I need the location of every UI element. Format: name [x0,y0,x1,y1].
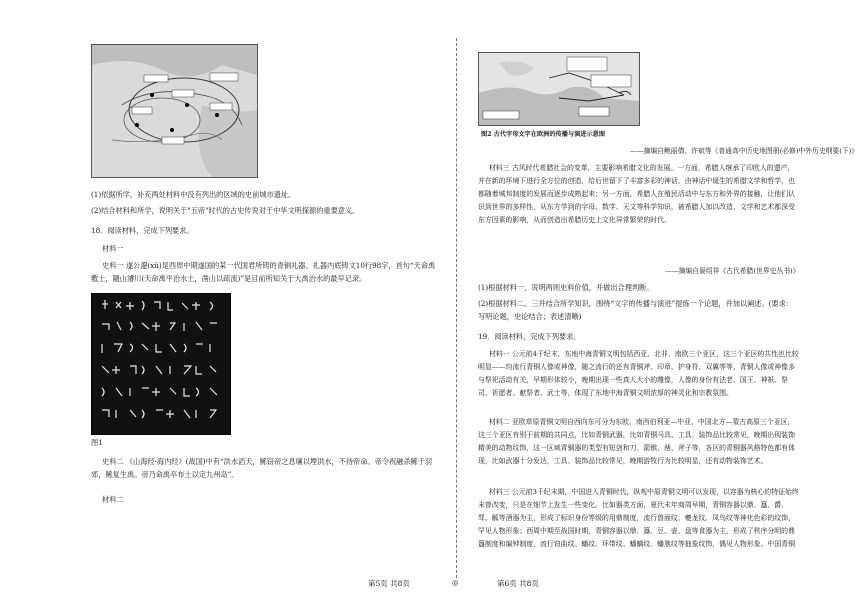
material2-label: 材料二 [102,495,124,504]
europe-map-graphic [479,53,639,125]
footer-page-left: 第5页 共8页 [368,579,410,588]
q19-heading: 19．阅读材料，完成下列要求。 [478,332,581,341]
q19-material3: 材料三 公元前3千纪末期，中国进入青铜时代，纵观中原青铜文明可以发现，以容器为核心的特征始终未曾改变，只是在细节上发生一些变化。比如器类方面，夏代末年商周早期，青铜容器以鼎、簋、爵、斝、觚等酒器为主，形成了标识身份等级的用鼎制度，流行兽面纹、夔龙纹、凤鸟纹等神化色彩的纹饰，罕见人物形象；西周中期至战国时期，青铜容器以鼎、簋、豆、壶、盘等食器为主，形成了秩序分明的鼎簋制度和编钟制度，流行窃曲纹、蟠纹、环带纹、蟠螭纹、蟠虺纹等抽象纹饰，偶见人物形象。中国青铜 [478,488,799,548]
material1-label: 材料一 [102,244,124,253]
q19-material1: 材料一 公元前4千纪末，东地中海青铜文明包括西亚、北非、南欧三个亚区，这三个亚区的共性也比较明显——均流行青铜人像或神像，随之流行的还有青铜斧、印章、护身符、双翼等等，青铜人像或神像多与祭祀活动有关，早期形体较小，晚期出现一些真人大小的雕像，人像的身份有法老、国王、神祇、祭司、祈愿者、献祭者、武士等，体现了东地中海青铜文明浓厚的神灵化和宗教氛围。 [478,350,799,397]
material3-text: 材料三 古风时代希腊社会的变革，主要影响希腊文化的发展。一方面，希腊人继承了印欧人的遗产，并在新的环境下进行全方位的创造，给后世留下了丰富多彩的神话，由神话中诞生的希腊文学和哲学，也都随着城邦制度的发展而逐步成熟起来；另一方面，希腊人在殖民活动中与东方和外界的接触，让他们认识到世界的多样性，从东方学到的字母、数学、天文等科学知识，被希腊人加以改造、文学和艺术都深受东方因素的影响，从而创造出希腊历史上文化异常繁荣的时代。 [478,164,795,224]
footer-center-mark: ◎ [452,578,459,587]
question-part2: (2)根据材料二、三并结合所学知识，围绕“文字的传播与演进”提炼一个论题，并加以阐述。(要求：写明论题，史论结合；表述清晰) [478,299,794,321]
map-graphic [92,45,257,177]
prehistoric-sites-map [91,44,258,178]
material3-source: ——摘编自晏绍祥《古代希腊(世界史丛书)》 [665,267,800,275]
material1-text2: 史料二 《山海经·海内经》(战国)中有“洪水滔天，鲧窃帝之息壤以堙洪水，不待帝命。帝令祝融杀鲧于羽郊，鲧复生禹。帝乃命禹卒布土以定九州岛”。 [91,457,433,479]
q17-part1: (1)依据所学，补充两处材料中没有列出的区域的史前城市遗址。 [91,190,296,199]
q18-heading: 18．阅读材料，完成下列要求。 [91,226,194,235]
q19-material2: 材料二 亚欧草原青铜文明自西向东可分为东欧、南西伯利亚—中亚、中国北方—蒙古高原三个亚区，这三个亚区有别于前期的共同点，比如青铜武器，比如青铜马具、工具、装饰品比较常见，晚期出现装饰精美的动物纹饰，这一区域青铜器的类型有短剑和刀、箭镞、凿、斧子等，各区的青铜器风格特色都有体现，比如武器十分发达，工具、装饰品比较常见，晚期游牧行为比较明显，还有动物装饰艺术。 [478,418,795,465]
page-divider [456,38,457,578]
material1-text: 史料一 遂公盨(xǔ)是西周中期遂国的某一代国君所铸的青铜礼器。礼器内底铸文10行98字，首句“天命禹敷土，隨山濬川(天命禹平治水土，凿山以疏流)”是目前所知关于大禹治水的最早记录。 [91,261,436,283]
rubbing-glyphs [92,294,230,434]
question-part1: (1)根据材料一，说明两则史料价值，并做出合理判断。 [478,283,654,292]
figure2-caption: 图2 古代字母文字在欧洲的传播与演进示意图 [481,131,606,138]
footer-page-right: 第6页 共8页 [497,579,539,588]
inscription-rubbing-image [91,293,231,435]
figure1-label: 图1 [91,438,103,447]
alphabet-spread-map [478,52,640,126]
figure2-source: ——摘编自鲍丽倩、许斌等《普通高中历史地图册(必修)中外历史纲要(下)》 [630,147,859,155]
q17-part2: (2)结合材料和所学，说明关于"五帝"时代的古史传说对于中华文明探源的重要意义。 [91,206,360,215]
